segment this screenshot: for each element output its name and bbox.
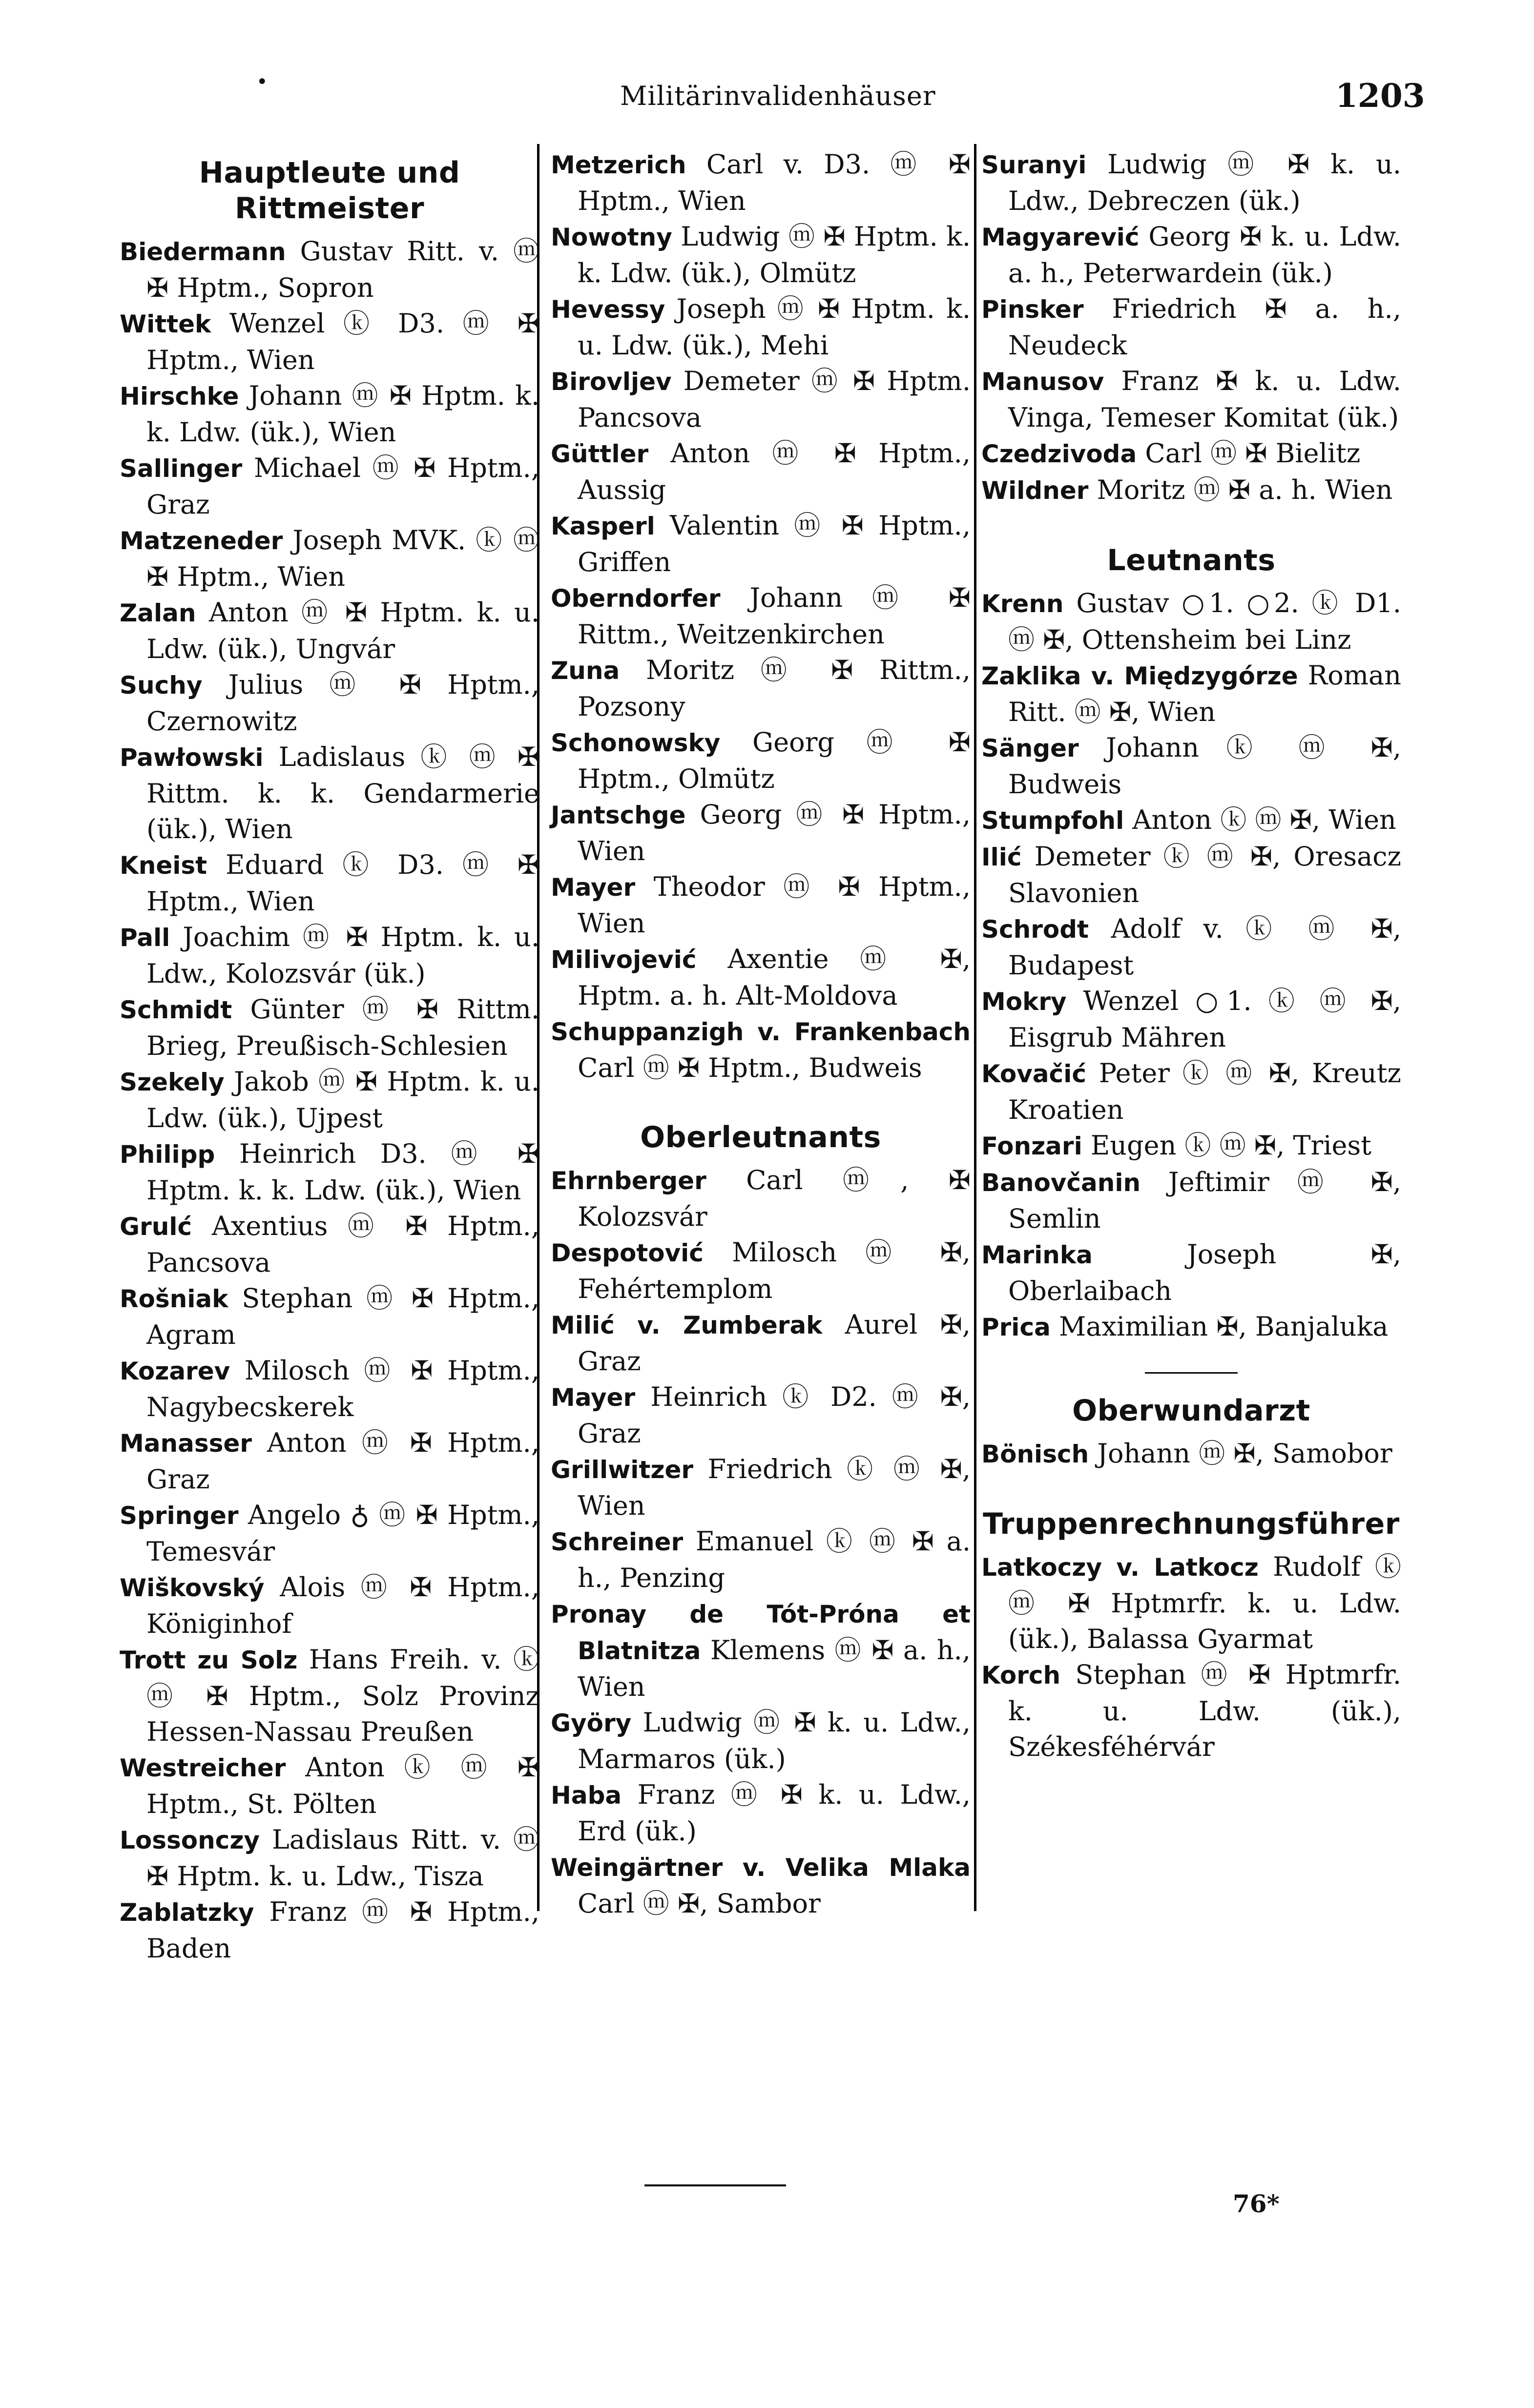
entry-name: Hevessy (551, 295, 665, 324)
entry-name: Banovčanin (981, 1169, 1141, 1197)
entry-name: Bönisch (981, 1440, 1089, 1468)
entry (981, 472, 1401, 509)
entry (551, 1307, 971, 1379)
entry-details: Carl v. D3. ⓜ ✠ Hptm., Wien (578, 149, 971, 216)
entry-details: Peter ⓚ ⓜ ✠, Kreutz Kroatien (1008, 1058, 1401, 1125)
entry (120, 1208, 539, 1280)
entry (551, 869, 971, 941)
entry (120, 306, 539, 378)
entry-name: Pawłowski (120, 743, 264, 772)
entry-name: Schuppanzigh v. Frankenbach (551, 1018, 971, 1046)
entry (981, 1055, 1401, 1128)
margin-dot: • (256, 71, 268, 93)
entry (551, 219, 971, 291)
entry (551, 1162, 971, 1235)
entry-name: Westreicher (120, 1754, 286, 1782)
entry (551, 941, 971, 1013)
entry-details: Heinrich D3. ⓜ ✠ Hptm. k. k. Ldw. (ük.), Wien (146, 1138, 539, 1206)
entry (551, 724, 971, 797)
entry (551, 1523, 971, 1596)
entry-details: Carl ⓜ, ✠ Kolozsvár (578, 1165, 971, 1232)
entry-name: Nowotny (551, 223, 672, 251)
entry (981, 146, 1401, 219)
entry-details: Johann ⓜ ✠, Samobor (1089, 1438, 1392, 1469)
entry (120, 1497, 539, 1569)
entry (981, 911, 1401, 983)
entry (981, 1128, 1401, 1164)
entry (981, 1436, 1401, 1472)
entry (551, 1451, 971, 1523)
entry-name: Korch (981, 1661, 1061, 1689)
entry-details: Friedrich ⓚ ⓜ ✠, Wien (578, 1454, 971, 1521)
entry-name: Ehrnberger (551, 1167, 706, 1195)
entry-details: Joseph ✠, Oberlaibach (1008, 1239, 1401, 1306)
entry (551, 1379, 971, 1451)
entry-details: Eugen ⓚ ⓜ ✠, Triest (1082, 1130, 1371, 1161)
entry-details: Georg ✠ k. u. Ldw. a. h., Peterwardein (ük.) (1008, 221, 1401, 288)
entry-list (551, 1162, 971, 1921)
entry-details: Maximilian ✠, Banjaluka (1050, 1311, 1389, 1342)
entry (120, 1064, 539, 1136)
entry-details: Gustav ○1. ○2. ⓚ D1. ⓜ ✠, Ottensheim bei Linz (1008, 588, 1401, 655)
entry-name: Krenn (981, 590, 1064, 618)
entry-name: Trott zu Solz (120, 1646, 298, 1674)
entry (551, 1596, 971, 1705)
entry-name: Czedzivoda (981, 440, 1137, 468)
entry-name: Latkoczy v. Latkocz (981, 1553, 1259, 1582)
column-divider (974, 144, 976, 1911)
entry-details: Johann ⓜ ✠ Rittm., Weitzenkirchen (578, 582, 971, 650)
entry-name: Suranyi (981, 151, 1087, 179)
column-3 (981, 146, 1401, 1765)
entry (120, 739, 539, 847)
entry-details: Hans Freih. v. ⓚ ⓜ ✠ Hptm., Solz Provinz Hessen-Nassau Preußen (146, 1644, 539, 1747)
entry-name: Mayer (551, 873, 636, 902)
entry-name: Zalan (120, 599, 196, 627)
entry-details: Georg ⓜ ✠ Hptm., Wien (578, 799, 971, 866)
entry (981, 435, 1401, 472)
entry (551, 1849, 971, 1921)
signature-mark: 76* (1233, 2189, 1280, 2218)
entry-name: Wittek (120, 310, 211, 338)
entry-name: Grillwitzer (551, 1456, 694, 1484)
entry-list (981, 146, 1401, 509)
entry (551, 363, 971, 435)
entry (981, 1549, 1401, 1657)
entry-name: Springer (120, 1502, 239, 1530)
entry-name: Milić v. Zumberak (551, 1311, 823, 1339)
entry-name: Schreiner (551, 1528, 684, 1556)
entry-name: Kozarev (120, 1357, 230, 1385)
entry-list (981, 1549, 1401, 1765)
entry-details: Alois ⓜ ✠ Hptm., Königinhof (146, 1572, 539, 1639)
entry-name: Oberndorfer (551, 584, 721, 613)
entry-list (981, 1436, 1401, 1472)
section-title: Truppenrechnungsführer (983, 1507, 1400, 1541)
entry-name: Despotović (551, 1239, 704, 1267)
entry-details: Wenzel ○1. ⓚ ⓜ ✠, Eisgrub Mähren (1008, 986, 1401, 1053)
entry-name: Güttler (551, 440, 649, 468)
entry-details: Milosch ⓜ ✠ Hptm., Nagybecskerek (146, 1355, 539, 1422)
entry-name: Manasser (120, 1429, 252, 1458)
entry-name: Pinsker (981, 295, 1084, 324)
entry-name: Schrodt (981, 915, 1089, 944)
column-2 (551, 146, 971, 1921)
entry-details: Günter ⓜ ✠ Rittm. Brieg, Preußisch-Schlesien (146, 994, 539, 1061)
entry-name: Marinka (981, 1241, 1093, 1269)
entry (551, 146, 971, 219)
entry-name: Sallinger (120, 454, 243, 483)
entry-details: Franz ⓜ ✠ k. u. Ldw., Erd (ük.) (578, 1779, 971, 1847)
entry-details: Adolf v. ⓚ ⓜ ✠, Budapest (1008, 913, 1401, 981)
entry-details: Moritz ⓜ ✠ a. h. Wien (1088, 474, 1393, 505)
entry-details: Axentie ⓜ ✠, Hptm. a. h. Alt-Moldova (578, 944, 971, 1011)
entry-details: Roman Ritt. ⓜ ✠, Wien (1008, 660, 1401, 727)
entry-details: Klemens ⓜ ✠ a. h., Wien (578, 1635, 971, 1702)
entry-name: Prica (981, 1313, 1051, 1341)
entry-details: Demeter ⓚ ⓜ ✠, Oresacz Slavonien (1008, 841, 1401, 908)
entry-name: Jantschge (551, 801, 686, 829)
entry-details: Franz ✠ k. u. Ldw. Vinga, Temeser Komitat (ük.) (1008, 366, 1401, 433)
entry (120, 1280, 539, 1353)
entry-details: Gustav Ritt. v. ⓜ ✠ Hptm., Sopron (146, 236, 539, 303)
section-title: Oberleutnants (640, 1120, 881, 1154)
entry-details: Anton ⓜ ✠ Hptm. k. u. Ldw. (ük.), Ungvár (146, 597, 539, 664)
entry-details: Johann ⓜ ✠ Hptm. k. k. Ldw. (ük.), Wien (146, 380, 539, 448)
entry-details: Anton ⓜ ✠ Hptm., Aussig (578, 438, 971, 505)
entry-details: Carl ⓜ ✠ Hptm., Budweis (578, 1052, 922, 1083)
entry-name: Sänger (981, 734, 1079, 762)
entry (120, 991, 539, 1064)
entry-name: Ilić (981, 843, 1022, 871)
entry (551, 1705, 971, 1777)
entry (551, 435, 971, 508)
entry-name: Weingärtner v. Velika Mlaka (551, 1853, 971, 1882)
entry-details: Theodor ⓜ ✠ Hptm., Wien (578, 871, 971, 939)
entry-name: Lossonczy (120, 1826, 260, 1854)
entry (120, 595, 539, 667)
entry (551, 508, 971, 580)
entry (981, 983, 1401, 1055)
entry-details: Carl ⓜ ✠ Bielitz (1137, 438, 1361, 469)
entry-details: Joachim ⓜ ✠ Hptm. k. u. Ldw., Kolozsvár (ük.) (146, 922, 539, 989)
entry (120, 450, 539, 522)
entry-name: Hirschke (120, 382, 239, 411)
entry-list (120, 233, 539, 1966)
entry-name: Wildner (981, 476, 1089, 505)
entry (120, 1749, 539, 1822)
entry (120, 1894, 539, 1966)
entry (981, 730, 1401, 802)
entry-details: Ludwig ⓜ ✠ k. u. Ldw., Debreczen (ük.) (1008, 149, 1401, 216)
entry-name: Manusov (981, 368, 1104, 396)
entry-name: Metzerich (551, 151, 686, 179)
entry-details: Franz ⓜ ✠ Hptm., Baden (146, 1896, 539, 1964)
entry-name: Schmidt (120, 996, 232, 1024)
entry-details: Stephan ⓜ ✠ Hptm., Agram (146, 1283, 539, 1350)
entry-details: Jakob ⓜ ✠ Hptm. k. u. Ldw. (ük.), Ujpest (146, 1066, 539, 1133)
entry-name: Mokry (981, 988, 1067, 1016)
entry-name: Haba (551, 1781, 622, 1810)
entry-details: Ludwig ⓜ ✠ k. u. Ldw., Marmaros (ük.) (578, 1707, 971, 1774)
entry-details: Heinrich ⓚ D2. ⓜ ✠, Graz (578, 1381, 971, 1449)
entry (120, 667, 539, 739)
entry-name: Birovljev (551, 368, 672, 396)
entry-name: Szekely (120, 1068, 225, 1096)
entry-name: Pall (120, 924, 170, 952)
entry (120, 233, 539, 306)
entry-details: Stephan ⓜ ✠ Hptmrfr. k. u. Ldw. (ük.), Székesféhérvár (1008, 1659, 1401, 1762)
entry (120, 919, 539, 991)
entry (981, 219, 1401, 291)
running-title: Militärinvalidenhäuser (620, 81, 936, 111)
entry (120, 847, 539, 919)
entry-name: Zaklika v. Międzygórze (981, 662, 1298, 690)
entry-details: Rudolf ⓚ ⓜ ✠ Hptmrfr. k. u. Ldw. (ük.), Balassa Gyarmat (1008, 1551, 1401, 1654)
entry-name: Györy (551, 1709, 632, 1737)
entry (120, 1569, 539, 1642)
footer-rule (644, 2184, 786, 2186)
entry-name: Milivojević (551, 946, 697, 974)
entry-name: Mayer (551, 1383, 636, 1412)
entry (981, 802, 1401, 839)
entry-details: Ladislaus Ritt. v. ⓜ ✠ Hptm. k. u. Ldw., Tisza (146, 1824, 539, 1892)
page-number: 1203 (1335, 77, 1425, 115)
section-title: Hauptleute und Rittmeister (199, 156, 460, 226)
entry-details: Emanuel ⓚ ⓜ ✠ a. h., Penzing (578, 1526, 971, 1593)
column-1 (120, 146, 539, 1966)
entry (120, 1136, 539, 1208)
entry-details: Friedrich ✠ a. h., Neudeck (1008, 293, 1401, 361)
entry-details: Georg ⓜ ✠ Hptm., Olmütz (578, 727, 971, 794)
entry (120, 1425, 539, 1497)
entry-name: Schonowsky (551, 729, 721, 757)
entry (120, 378, 539, 450)
entry (551, 1777, 971, 1849)
entry-list (981, 585, 1401, 1345)
section-title: Leutnants (1107, 543, 1276, 577)
entry-name: Kovačić (981, 1060, 1086, 1088)
entry (551, 797, 971, 869)
entry-details: Julius ⓜ ✠ Hptm., Czernowitz (146, 669, 539, 737)
entry-name: Zuna (551, 657, 620, 685)
entry-details: Anton ⓜ ✠ Hptm., Graz (146, 1427, 539, 1495)
entry-name: Grulć (120, 1213, 192, 1241)
entry-name: Kneist (120, 851, 207, 880)
entry (551, 652, 971, 724)
entry-details: Milosch ⓜ ✠, Fehértemplom (578, 1237, 971, 1304)
entry-details: Demeter ⓜ ✠ Hptm. Pancsova (578, 366, 971, 433)
entry (551, 580, 971, 652)
entry (981, 1309, 1401, 1345)
entry-name: Magyarević (981, 223, 1140, 251)
entry-name: Biedermann (120, 238, 286, 266)
entry (981, 291, 1401, 363)
entry (551, 1013, 971, 1086)
entry-details: Aurel ✠, Graz (578, 1309, 971, 1377)
section-title: Oberwundarzt (1072, 1394, 1310, 1428)
entry-details: Wenzel ⓚ D3. ⓜ ✠ Hptm., Wien (146, 308, 539, 375)
entry-name: Kasperl (551, 512, 655, 540)
page-header (0, 71, 1534, 120)
entry-name: Stumpfohl (981, 806, 1124, 835)
entry-name: Rošniak (120, 1285, 228, 1313)
entry (120, 1642, 539, 1749)
entry-name: Matzeneder (120, 527, 283, 555)
entry-details: Ladislaus ⓚ ⓜ ✠ Rittm. k. k. Gendarmerie (ük.), Wien (146, 741, 539, 844)
entry (981, 658, 1401, 730)
entry-details: Anton ⓚ ⓜ ✠ Hptm., St. Pölten (146, 1752, 539, 1819)
entry-name: Suchy (120, 671, 203, 700)
entry (981, 1236, 1401, 1309)
entry (981, 1657, 1401, 1765)
entry (120, 1353, 539, 1425)
entry-list (551, 146, 971, 1086)
entry-details: Jeftimir ⓜ ✠, Semlin (1008, 1167, 1401, 1234)
separator-rule (1145, 1372, 1238, 1374)
entry-details: Anton ⓚ ⓜ ✠, Wien (1124, 804, 1396, 835)
entry-name: Pronay de Tót-Próna et Blatnitza (551, 1600, 971, 1665)
entry-details: Angelo ♁ ⓜ ✠ Hptm., Temesvár (146, 1500, 539, 1567)
entry (981, 1164, 1401, 1236)
entry (981, 585, 1401, 658)
entry-details: Ludwig ⓜ ✠ Hptm. k. k. Ldw. (ük.), Olmütz (578, 221, 971, 288)
entry (120, 1822, 539, 1894)
entry-details: Carl ⓜ ✠, Sambor (578, 1888, 821, 1919)
entry-name: Zablatzky (120, 1898, 254, 1927)
entry (551, 291, 971, 363)
entry-name: Fonzari (981, 1132, 1082, 1160)
entry (120, 522, 539, 595)
entry-details: Joseph MVK. ⓚ ⓜ ✠ Hptm., Wien (146, 525, 539, 592)
entry-details: Eduard ⓚ D3. ⓜ ✠ Hptm., Wien (146, 849, 539, 917)
entry-name: Philipp (120, 1140, 215, 1169)
entry-details: Joseph ⓜ ✠ Hptm. k. u. Ldw. (ük.), Mehi (578, 293, 971, 361)
entry-details: Axentius ⓜ ✠ Hptm., Pancsova (146, 1211, 539, 1278)
entry-details: Michael ⓜ ✠ Hptm., Graz (146, 453, 539, 520)
entry (981, 839, 1401, 911)
entry (551, 1235, 971, 1307)
entry-details: Johann ⓚ ⓜ ✠, Budweis (1008, 732, 1401, 800)
entry-details: Valentin ⓜ ✠ Hptm., Griffen (578, 510, 971, 577)
entry-name: Wiškovský (120, 1574, 265, 1602)
entry-details: Moritz ⓜ ✠ Rittm., Pozsony (578, 655, 971, 722)
entry (981, 363, 1401, 435)
